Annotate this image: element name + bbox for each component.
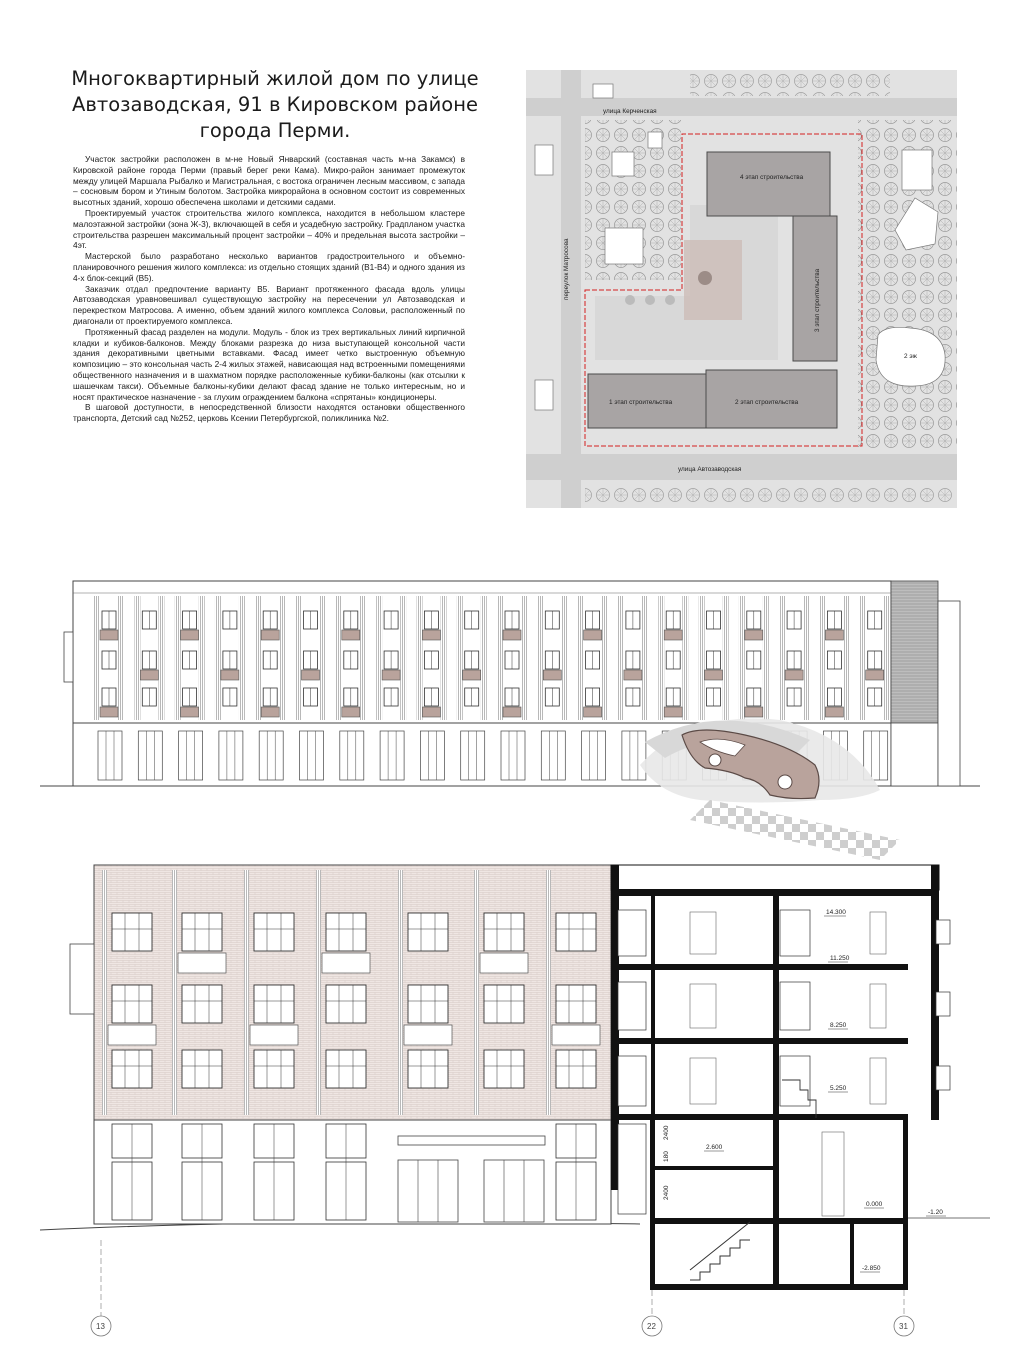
elevation-window [182, 1050, 222, 1088]
section-slab [611, 964, 908, 970]
facade-brick-stripe [739, 596, 745, 720]
facade-storefront [219, 731, 243, 780]
elevation-window [112, 913, 152, 951]
street-west-label: переулок Матросова [563, 238, 570, 300]
facade-brick-stripe [658, 596, 664, 720]
facade-balcony-cube [221, 670, 239, 680]
elevation-window [112, 985, 152, 1023]
facade-side-balcony [64, 632, 73, 682]
facade-brick-stripe [779, 596, 785, 720]
facade-storefront [138, 731, 162, 780]
section-window [618, 910, 646, 956]
facade-storefront [259, 731, 283, 780]
section-window [780, 982, 810, 1030]
elevation-window [408, 985, 448, 1023]
facade-ground-end [891, 723, 938, 786]
elevation-balcony [178, 953, 226, 973]
facade-balcony-cube [140, 670, 158, 680]
elevation-brick-stripe [172, 870, 177, 1115]
level-2600: 2.600 [706, 1144, 723, 1151]
elevation-side-balcony [70, 944, 94, 1014]
facade-balcony-cube [584, 707, 602, 717]
section-window [618, 1124, 646, 1214]
facade-balcony-cube [181, 707, 199, 717]
playground-feature [645, 295, 655, 305]
facade-balcony-cube [100, 630, 118, 640]
paragraph: Проектируемый участок строительства жилого комплекса, находится в небольшом кластере малоэтажной застройки (зона Ж-3), включающей в себя и усадебную застройку. Градпланом участка строительства разрешен максимальный процент застройки – 40% и предельная высота застройки – 4эт. [73, 207, 465, 251]
elevation-window [408, 1050, 448, 1088]
playground-feature [665, 295, 675, 305]
facade-brick-stripe [602, 596, 608, 720]
facade-balcony-cube [705, 670, 723, 680]
paragraph: Участок застройки расположен в м-не Новый Январский (составная часть м-на Закамск) в Кировской районе города Перми (правый берег реки Кама). Микро-район занимает промежуток между улицей Маршала Рыбалко и Магистральная, с востока ограничен лесным массивом, с запада – сосновым бором и Утиным болотом. Застройка микрорайона в основном состоит из современных высотных зданий, хорошо обеспечена школами и детскими садами. [73, 154, 465, 208]
facade-brick-stripe [400, 596, 406, 720]
facade-storefront [420, 731, 444, 780]
facade-brick-stripe [497, 596, 503, 720]
section-door [870, 984, 886, 1028]
elevation-balcony [250, 1025, 298, 1045]
elevation-window [254, 913, 294, 951]
axis-label-22: 22 [647, 1322, 656, 1331]
section-door [870, 1058, 886, 1104]
facade-storefront [98, 731, 122, 780]
stage-1-label: 1 этап строительства [609, 399, 673, 406]
facade-balcony-cube [866, 670, 884, 680]
facade-brick-stripe [537, 596, 543, 720]
facade-balcony-cube [745, 630, 763, 640]
elevation-window [556, 913, 596, 951]
facade-storefront [461, 731, 485, 780]
elevation-window [408, 913, 448, 951]
facade-balcony-cube [181, 630, 199, 640]
facade-balcony-cube [382, 670, 400, 680]
paragraph: Мастерской было разработано несколько вариантов градостроительного и объемно-планировочного решения жилого комплекса: из отдельно стоящих зданий (В1-В4) и одного здания из 4-х блок-секций (В5). [73, 251, 465, 283]
facade-brick-stripe [376, 596, 382, 720]
elevation-brick-stripe [244, 870, 249, 1115]
elevation-window [556, 985, 596, 1023]
neighbor-house [648, 132, 662, 148]
facade-brick-stripe [763, 596, 769, 720]
axis-label-13: 13 [96, 1322, 105, 1331]
facade-balcony-cube [543, 670, 561, 680]
section-door [870, 912, 886, 954]
facade-balcony-cube [624, 670, 642, 680]
facade-balcony-cube [664, 630, 682, 640]
facade-brick-stripe [481, 596, 487, 720]
elevation-balcony [404, 1025, 452, 1045]
elevation-brick-stripe [102, 870, 107, 1115]
section-door [690, 1058, 716, 1104]
elevation-window [326, 985, 366, 1023]
site-plan [526, 70, 957, 508]
facade-storefront [340, 731, 364, 780]
neighbor-house [605, 228, 643, 264]
facade-brick-stripe [723, 596, 729, 720]
entrance-door [398, 1160, 458, 1222]
elevation-window [182, 913, 222, 951]
facade-brick-stripe [682, 596, 688, 720]
section-windows [618, 910, 950, 1216]
section-window [780, 1056, 810, 1106]
facade-brick-stripe [215, 596, 221, 720]
axis-label-31: 31 [899, 1322, 908, 1331]
section-balcony [936, 1066, 950, 1090]
playground-feature [698, 271, 712, 285]
entrance-door [484, 1160, 544, 1222]
facade-brick-stripe [884, 596, 890, 720]
elevation-balcony [108, 1025, 156, 1045]
facade-brick-stripe [843, 596, 849, 720]
level-11250: 11.250 [830, 955, 850, 962]
facade-brick-stripe [521, 596, 527, 720]
stage-4-label: 4 этап строительства [740, 174, 804, 181]
facade-balcony-cube [584, 630, 602, 640]
tree-area-north [690, 72, 890, 96]
facade-storefront [582, 731, 606, 780]
title-line-2: Автозаводская, 91 в Кировском районе [72, 93, 478, 116]
neighbor-house [535, 380, 553, 410]
section-roof-slab [611, 889, 939, 896]
level-minus-120: -1.20 [928, 1209, 943, 1216]
facade-balcony-cube [785, 670, 803, 680]
street-north-label: улица Керченская [603, 108, 657, 115]
facade-brick-stripe [279, 596, 285, 720]
paragraph: В шаговой доступности, в непосредственной близости находятся остановки общественного транспорта, Детский сад №252, церковь Ксении Петербургской, поликлиника №2. [73, 402, 465, 424]
section-slab [611, 1038, 908, 1044]
section-window [618, 1056, 646, 1106]
stage-3-label: 3 этап строительства [814, 268, 821, 332]
elevation-window [484, 1050, 524, 1088]
section-window [780, 910, 810, 956]
neighbor-house [902, 150, 932, 190]
level-minus-2850: -2.850 [862, 1265, 881, 1272]
facade-brick-stripe [360, 596, 366, 720]
elevation-window [484, 985, 524, 1023]
facade-brick-stripe [561, 596, 567, 720]
section-balcony [936, 992, 950, 1016]
facade-balcony-cube [745, 707, 763, 717]
facade-brick-stripe [118, 596, 124, 720]
level-8250: 8.250 [830, 1022, 847, 1029]
facade-brick-stripe [860, 596, 866, 720]
dim-2400: 2400 [663, 1185, 670, 1200]
facade-balcony-cube [825, 707, 843, 717]
facade-storefront [380, 731, 404, 780]
facade-balcony-cube [422, 630, 440, 640]
section-door [690, 984, 716, 1028]
elevation-window [254, 985, 294, 1023]
facade-brick-stripe [440, 596, 446, 720]
section-inner-wall [773, 896, 779, 1288]
title-line-3: города Перми. [199, 119, 351, 142]
elevation-balcony [322, 953, 370, 973]
elevation-brick-stripe [316, 870, 321, 1115]
elevation-window [326, 1050, 366, 1088]
playground-feature [625, 295, 635, 305]
facade-balcony-cube [342, 630, 360, 640]
elevation-window [484, 913, 524, 951]
title-line-1: Многоквартирный жилой дом по улице [71, 67, 479, 90]
facade-balcony-cube [463, 670, 481, 680]
facade-stair-core [891, 581, 938, 723]
main-facade [40, 581, 980, 860]
level-5250: 5.250 [830, 1085, 847, 1092]
facade-brick-stripe [803, 596, 809, 720]
facade-balcony-cube [302, 670, 320, 680]
section-door [822, 1132, 844, 1216]
level-0000: 0.000 [866, 1201, 883, 1208]
facade-brick-stripe [819, 596, 825, 720]
neighbor-house [535, 145, 553, 175]
section-slab [611, 1114, 908, 1120]
elevation-brick-stripe [398, 870, 403, 1115]
facade-brick-stripe [158, 596, 164, 720]
paragraph: Протяженный фасад разделен на модули. Модуль - блок из трех вертикальных линий кирпичной кладки и кубиков-балконов. Между блоками разрезка до низа выступающей консольной части здания декоративными цветными вставками. Фасад имеет четко выстроенную объемную композицию – это консольная часть 2-4 жилых этажей, нависающая над встроенными помещениями общественного назначения и в шахматном порядке расположенные кубики-балконы (как отсылки к шашечкам такси). Объемные балконы-кубики делают фасад здание не только интересным, но и носят практическое назначение - за глухим ограждением балкона «спрятаны» кондиционеры. [73, 326, 465, 402]
facade-balcony-cube [261, 707, 279, 717]
dim-180: 180 [663, 1151, 670, 1162]
facade-brick-stripe [320, 596, 326, 720]
street-south-label: улица Автозаводская [678, 466, 742, 473]
facade-brick-stripe [199, 596, 205, 720]
facade-brick-stripe [94, 596, 100, 720]
facade-brick-stripe [618, 596, 624, 720]
facade-balcony-cube [342, 707, 360, 717]
section-window [618, 982, 646, 1030]
facade-brick-stripe [642, 596, 648, 720]
elevation-window [556, 1050, 596, 1088]
facade-balcony-cube [664, 707, 682, 717]
building-stage-4 [707, 152, 830, 216]
end-elevation [40, 865, 640, 1230]
facade-brick-stripe [416, 596, 422, 720]
facade-brick-stripe [296, 596, 302, 720]
building-section [611, 865, 990, 1290]
facade-balcony-cube [503, 707, 521, 717]
level-14300: 14.300 [826, 909, 846, 916]
facade-brick-stripe [699, 596, 705, 720]
facade-balcony-cube [503, 630, 521, 640]
facade-storefront [179, 731, 203, 780]
elevation-window [326, 913, 366, 951]
facade-balcony-cube [422, 707, 440, 717]
elevation-balcony [552, 1025, 600, 1045]
facade-brick-stripe [578, 596, 584, 720]
entrance-canopy [398, 1136, 545, 1145]
neighbor-label: 2 эж [904, 353, 917, 360]
facade-brick-stripe [175, 596, 181, 720]
section-balcony [936, 920, 950, 944]
facade-storefront [501, 731, 525, 780]
elevation-window [182, 985, 222, 1023]
neighbor-house [593, 84, 613, 98]
facade-brick-stripe [336, 596, 342, 720]
facade-balcony-cube [825, 630, 843, 640]
neighbor-house [612, 152, 634, 176]
facade-brick-stripe [457, 596, 463, 720]
facade-brick-stripe [239, 596, 245, 720]
elevation-balcony [480, 953, 528, 973]
section-door [690, 912, 716, 954]
tree-area-south [585, 484, 955, 506]
elevation-brick-stripe [474, 870, 479, 1115]
elevation-window [254, 1050, 294, 1088]
facade-balcony-cube [261, 630, 279, 640]
facade-brick-stripe [255, 596, 261, 720]
facade-storefront [541, 731, 565, 780]
facade-side-wing [938, 601, 960, 786]
facade-storefront [622, 731, 646, 780]
dim-2400: 2400 [663, 1125, 670, 1140]
stage-2-label: 2 этап строительства [735, 399, 799, 406]
facade-brick-stripe [134, 596, 140, 720]
elevation-brick-stripe [546, 870, 551, 1115]
street-south [526, 454, 957, 480]
street-north [526, 98, 957, 116]
facade-balcony-cube [100, 707, 118, 717]
playground [684, 240, 742, 320]
elevation-window [112, 1050, 152, 1088]
paragraph: Заказчик отдал предпочтение варианту В5. Вариант протяженного фасада вдоль улицы Автозаводская уравновешивал существующую застройку на пересечении ул Автозаводская и перекрестком Матросова. А именно, объем зданий жилого комплекса Соловьи, расположенный по диагонали от проектируемого комплекса. [73, 283, 465, 326]
facade-storefront [300, 731, 324, 780]
